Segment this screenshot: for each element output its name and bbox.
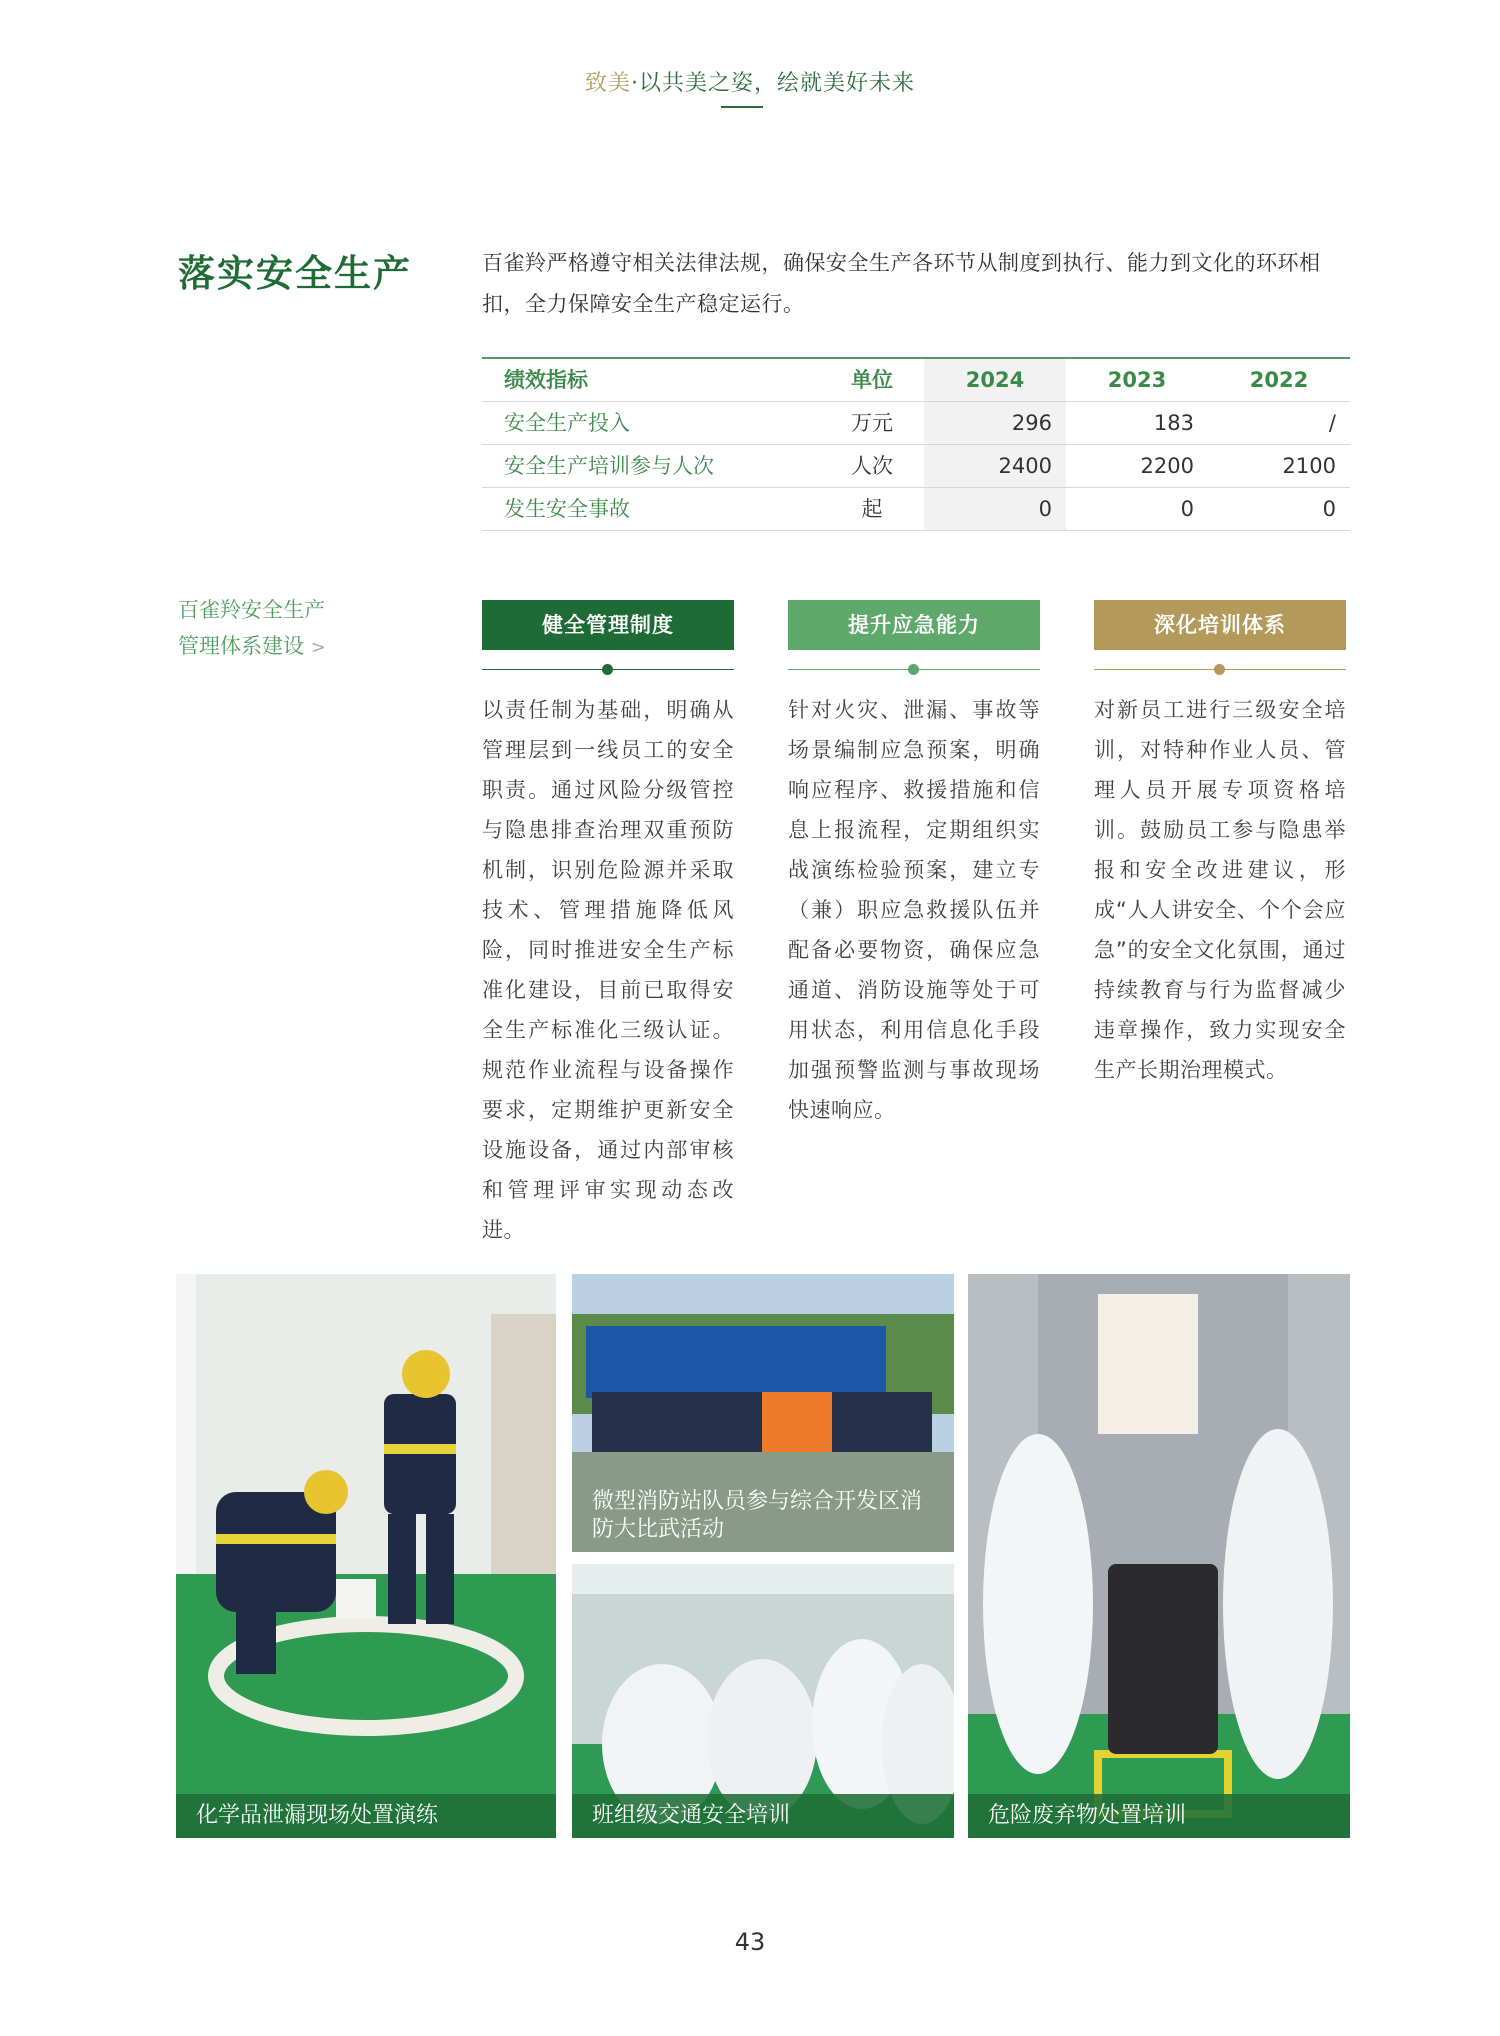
table-header-row [482,359,1350,402]
pillar-training [1094,600,1346,1090]
cleanroom-waste-image [968,1274,1350,1838]
row-2024: 296 [924,402,1066,444]
pillar-title: 提升应急能力 [788,600,1040,650]
pillar-text: 以责任制为基础，明确从管理层到一线员工的安全职责。通过风险分级管控与隐患排查治理双重预防机制，识别危险源并采取技术、管理措施降低风险，同时推进安全生产标准化建设，目前已取得安全生产标准化三级认证。规范作业流程与设备操作要求，定期维护更新安全设施设备，通过内部审核和管理评审实现动态改进。 [482,698,734,1242]
header-2022: 2022 [1249,368,1309,392]
header-underline [721,106,763,108]
side-label-line1: 百雀羚安全生产 [178,598,325,622]
section-title: 落实安全生产 [178,252,412,295]
row-2023: 0 [1180,497,1194,521]
chevron-right-icon: > [310,637,326,658]
pillar-text: 对新员工进行三级安全培训，对特种作业人员、管理人员开展专项资格培训。鼓励员工参与隐患举报和安全改进建议，形成“人人讲安全、个个会应急”的安全文化氛围，通过持续教育与行为监督减少违章操作，致力实现安全生产长期治理模式。 [1094,698,1346,1082]
firefighters-image [176,1274,556,1838]
pillar-emergency [788,600,1040,1130]
row-2022: 0 [1322,497,1336,521]
pillar-divider [788,650,1040,690]
dot-icon [1214,664,1225,675]
side-label [178,592,326,666]
dot-icon [602,664,613,675]
pillar-title: 深化培训体系 [1094,600,1346,650]
row-name: 安全生产投入 [504,411,630,435]
table-row [482,488,1350,531]
pillar-management [482,600,734,1250]
side-label-line2: 管理体系建设 [178,634,304,658]
pillar-divider [482,650,734,690]
pillar-text: 针对火灾、泄漏、事故等场景编制应急预案，明确响应程序、救援措施和信息上报流程，定期组织实战演练检验预案，建立专（兼）职应急救援队伍并配备必要物资，确保应急通道、消防设施等处于可用状态，利用信息化手段加强预警监测与事故现场快速响应。 [788,698,1040,1122]
table-row [482,402,1350,445]
page-number: 43 [734,1928,766,1956]
header-indicator: 绩效指标 [504,368,588,392]
photo-fire-competition [572,1274,954,1552]
pillar-divider [1094,650,1346,690]
row-2024: 0 [924,488,1066,530]
header-2024: 2024 [924,359,1066,401]
table-row [482,445,1350,488]
kpi-table [482,357,1350,531]
photo-caption: 班组级交通安全培训 [572,1794,954,1838]
photo-caption: 化学品泄漏现场处置演练 [176,1794,556,1838]
row-2023: 2200 [1140,454,1194,478]
photo-traffic-safety-training [572,1564,954,1838]
row-2024: 2400 [924,445,1066,487]
header-unit: 单位 [851,368,893,392]
row-name: 安全生产培训参与人次 [504,454,714,478]
photo-chemical-leak-drill [176,1274,556,1838]
running-header [0,66,1500,97]
header-dot: · [631,71,639,96]
row-2023: 183 [1153,411,1194,435]
photo-hazardous-waste-training [968,1274,1350,1838]
photo-caption: 微型消防站队员参与综合开发区消防大比武活动 [592,1489,923,1542]
header-brand: 致美 [584,71,631,96]
row-name: 发生安全事故 [504,497,630,521]
row-unit: 人次 [851,454,893,478]
dot-icon [908,664,919,675]
row-unit: 万元 [851,411,893,435]
header-slogan: 以共美之姿，绘就美好未来 [639,71,916,96]
pillar-title: 健全管理制度 [482,600,734,650]
row-2022: 2100 [1282,454,1336,478]
row-2022: / [1328,411,1336,435]
section-intro: 百雀羚严格遵守相关法律法规，确保安全生产各环节从制度到执行、能力到文化的环环相扣，全力保障安全生产稳定运行。 [482,251,1321,316]
photo-caption: 危险废弃物处置培训 [968,1794,1350,1838]
row-unit: 起 [861,497,883,521]
header-2023: 2023 [1107,368,1167,392]
